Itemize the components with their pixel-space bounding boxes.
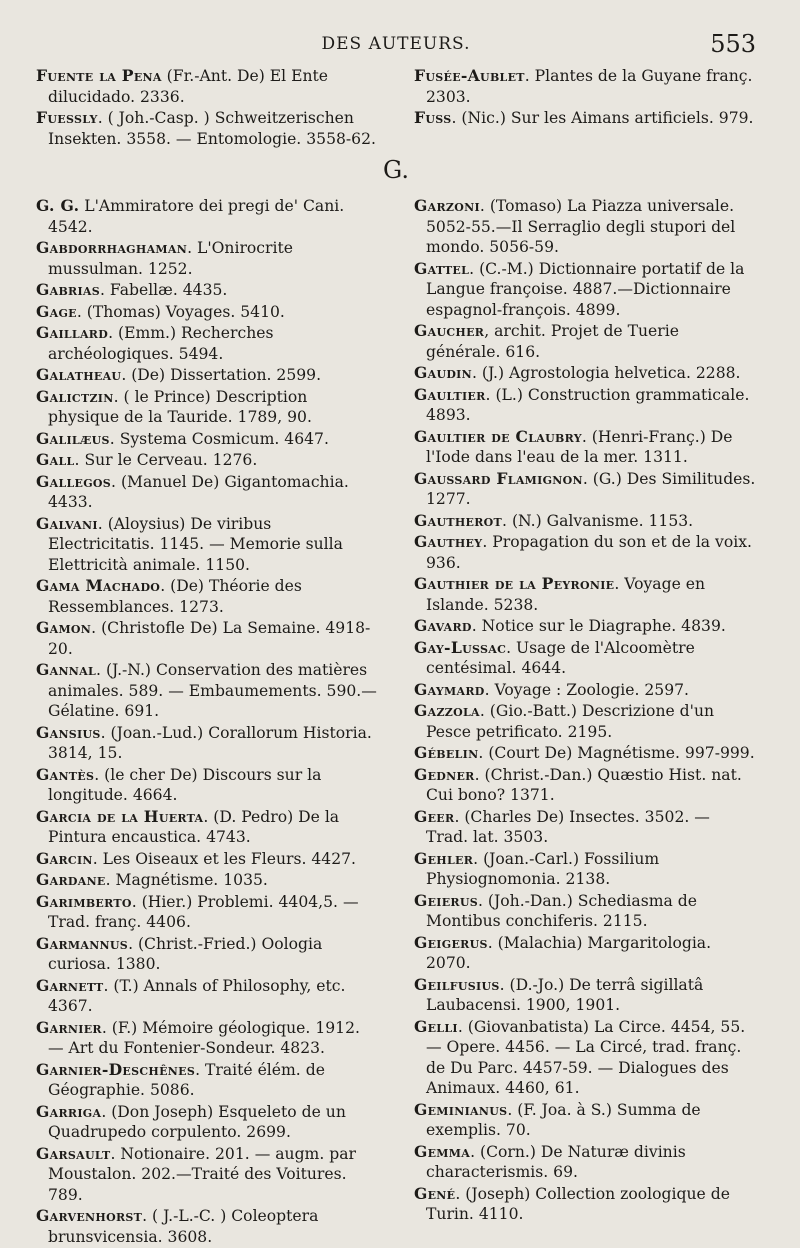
page-header bbox=[36, 30, 756, 66]
author-name: Gedner bbox=[414, 764, 475, 784]
index-entry bbox=[36, 1144, 378, 1206]
author-name: Gazzola bbox=[414, 701, 480, 720]
entry-text: L'Ammiratore dei pregi de' Cani. 4542. bbox=[48, 197, 345, 236]
index-entry bbox=[414, 66, 756, 107]
right-column bbox=[414, 196, 756, 1248]
author-name: Gay-Lussac bbox=[414, 637, 507, 657]
index-entry bbox=[36, 849, 378, 870]
index-entry bbox=[36, 892, 378, 933]
index-entry bbox=[36, 934, 378, 975]
author-name: Gabdorrhaghaman bbox=[36, 238, 188, 257]
index-entry bbox=[414, 933, 756, 974]
index-entry bbox=[36, 976, 378, 1017]
entry-text: . (Thomas) Voyages. 5410. bbox=[76, 302, 285, 321]
entry-text: . ( Joh.-Casp. ) Schweitzerischen Insekten. 3558. — Entomologie. 3558-62. bbox=[48, 109, 376, 148]
author-name: Garcin bbox=[36, 848, 93, 868]
entry-text: . (Henri-Franç.) De l'Iode dans l'eau de la mer. 1311. bbox=[426, 427, 733, 466]
author-name: Fusée-Aublet bbox=[414, 66, 525, 85]
author-name: Garmannus bbox=[36, 933, 129, 953]
entry-text: . (J.) Agrostologia helvetica. 2288. bbox=[471, 364, 741, 382]
index-entry bbox=[414, 807, 756, 848]
entry-text: . (Don Joseph) Esqueleto de un Quadrupedo corpulento. 2699. bbox=[48, 1102, 346, 1141]
index-entry bbox=[36, 280, 378, 301]
entry-text: . Propagation du son et de la voix. 936. bbox=[426, 533, 752, 572]
entry-text: . Sur le Cerveau. 1276. bbox=[74, 451, 258, 469]
author-name: Gaultier bbox=[414, 384, 486, 404]
index-entry bbox=[414, 321, 756, 362]
index-entry bbox=[36, 807, 378, 848]
author-name: Gall bbox=[36, 450, 75, 469]
entry-text: . L'Onirocrite mussulman. 1252. bbox=[48, 239, 293, 278]
entry-text: . Les Oiseaux et les Fleurs. 4427. bbox=[92, 849, 357, 868]
author-name: Gauthier de la Peyronie bbox=[414, 574, 615, 593]
entry-text: . (Giovanbatista) La Circe. 4454, 55. — Opere. 4456. — La Circé, trad. franç. de Du Parc. 4457-59. — Dialogues des Animaux. 4460, 61. bbox=[426, 1017, 746, 1097]
index-entry bbox=[414, 891, 756, 932]
author-name: Garnier bbox=[36, 1017, 102, 1037]
entry-text: . (Malachia) Margaritologia. 2070. bbox=[426, 933, 712, 972]
entry-text: . (F.) Mémoire géologique. 1912. — Art du Fontenier-Sondeur. 4823. bbox=[48, 1018, 360, 1057]
index-entry bbox=[36, 387, 378, 428]
author-name: Garnier-Deschênes bbox=[36, 1059, 196, 1079]
author-name: Gabrias bbox=[36, 280, 101, 299]
index-entry bbox=[414, 616, 756, 637]
entry-text: . (Aloysius) De viribus Electricitatis. 1145. — Memorie sulla Elettricità animale. 1150. bbox=[48, 514, 343, 574]
author-name: Gama Machado bbox=[36, 576, 161, 595]
author-name: Gaymard bbox=[414, 679, 485, 699]
page-number: 553 bbox=[710, 30, 756, 58]
index-entry bbox=[414, 638, 756, 679]
index-entry bbox=[36, 108, 378, 149]
entry-text: . (Joseph) Collection zoologique de Turin. 4110. bbox=[426, 1184, 730, 1223]
author-name: Geigerus bbox=[414, 932, 488, 952]
index-entry bbox=[414, 363, 756, 384]
author-name: Gautherot bbox=[414, 510, 503, 530]
author-name: Gallegos bbox=[36, 471, 112, 491]
author-name: Gaucher bbox=[414, 321, 485, 340]
author-name: Galictzin bbox=[36, 386, 114, 406]
author-name: Garsault bbox=[36, 1143, 111, 1163]
author-name: Gaussard Flamignon bbox=[414, 468, 583, 488]
entry-text: . Voyage : Zoologie. 2597. bbox=[484, 680, 690, 699]
index-entry bbox=[36, 472, 378, 513]
author-name: Gage bbox=[36, 301, 77, 321]
entry-text: . (N.) Galvanisme. 1153. bbox=[502, 511, 694, 530]
author-name: Gelli bbox=[414, 1016, 458, 1036]
index-entry bbox=[414, 469, 756, 510]
index-entry bbox=[414, 1100, 756, 1141]
index-entry bbox=[36, 1060, 378, 1101]
index-entry bbox=[36, 870, 378, 891]
index-entry bbox=[414, 765, 756, 806]
author-name: Galatheau bbox=[36, 365, 122, 384]
index-entry bbox=[36, 1102, 378, 1143]
index-entry bbox=[414, 511, 756, 532]
index-entry bbox=[414, 574, 756, 615]
index-entry bbox=[36, 302, 378, 323]
entry-text: . (D. Pedro) De la Pintura encaustica. 4743. bbox=[48, 807, 340, 846]
entry-text: . (J.-N.) Conservation des matières animales. 589. — Embaumements. 590.— Gélatine. 691. bbox=[48, 661, 377, 720]
entry-text: . Notionaire. 201. — augm. par Moustalon. 202.—Traité des Voitures. 789. bbox=[48, 1144, 356, 1204]
entry-text: . (De) Dissertation. 2599. bbox=[121, 366, 322, 384]
author-name: Gannal bbox=[36, 660, 97, 679]
running-title: DES AUTEURS. bbox=[321, 34, 471, 54]
top-columns bbox=[36, 66, 756, 150]
author-name: Gaudin bbox=[414, 363, 472, 382]
entry-text: . (Corn.) De Naturæ divinis characterismis. 69. bbox=[426, 1142, 686, 1181]
entry-text: . Voyage en Islande. 5238. bbox=[426, 575, 706, 614]
author-name: Gehler bbox=[414, 848, 474, 868]
entry-text: . (L.) Construction grammaticale. 4893. bbox=[426, 385, 750, 424]
author-name: Gené bbox=[414, 1183, 456, 1203]
index-entry bbox=[414, 1142, 756, 1183]
author-name: Garzoni bbox=[414, 196, 480, 215]
author-name: Gemma bbox=[414, 1141, 471, 1161]
entry-text: . (le cher De) Discours sur la longitude. 4664. bbox=[48, 765, 322, 804]
entry-text: . Plantes de la Guyane franç. 2303. bbox=[426, 67, 753, 106]
index-entry bbox=[36, 450, 378, 471]
author-name: Garcia de la Huerta bbox=[36, 806, 204, 826]
entry-text: . (De) Théorie des Ressemblances. 1273. bbox=[48, 577, 302, 616]
author-name: G. G. bbox=[36, 196, 80, 215]
author-name: Garvenhorst bbox=[36, 1206, 143, 1225]
entry-text: (Fr.-Ant. De) El Ente dilucidado. 2336. bbox=[48, 67, 329, 106]
entry-text: . (Christofle De) La Semaine. 4918-20. bbox=[48, 619, 371, 658]
author-name: Galvani bbox=[36, 513, 98, 533]
index-entry bbox=[36, 514, 378, 576]
author-name: Geminianus bbox=[414, 1099, 508, 1119]
index-entry bbox=[36, 576, 378, 617]
entry-text: . (Manuel De) Gigantomachia. 4433. bbox=[48, 472, 349, 511]
entry-text: . Fabellæ. 4435. bbox=[100, 281, 228, 299]
entry-text: , archit. Projet de Tuerie générale. 616. bbox=[426, 322, 679, 361]
entry-text: . (Emm.) Recherches archéologiques. 5494. bbox=[48, 324, 274, 363]
index-entry bbox=[414, 196, 756, 258]
section-letter: G. bbox=[383, 156, 409, 184]
author-name: Geer bbox=[414, 806, 455, 826]
entry-text: . (Nic.) Sur les Aimans artificiels. 979. bbox=[451, 109, 754, 127]
left-column bbox=[36, 196, 378, 1248]
index-entry bbox=[414, 1017, 756, 1099]
index-entry bbox=[414, 532, 756, 573]
index-entry bbox=[36, 238, 378, 279]
author-name: Gébelin bbox=[414, 743, 479, 762]
index-entry bbox=[36, 323, 378, 364]
index-entry bbox=[36, 1206, 378, 1247]
author-name: Gavard bbox=[414, 616, 472, 635]
entry-text: . Magnétisme. 1035. bbox=[105, 871, 268, 889]
author-name: Gattel bbox=[414, 258, 470, 278]
top-right-column bbox=[414, 66, 756, 150]
author-name: Geilfusius bbox=[414, 974, 500, 994]
author-name: Garimberto bbox=[36, 891, 132, 911]
index-entry bbox=[36, 196, 378, 237]
entry-text: . Notice sur le Diagraphe. 4839. bbox=[471, 617, 726, 635]
author-name: Galilæus bbox=[36, 428, 110, 448]
entry-text: . (Gio.-Batt.) Descrizione d'un Pesce petrificato. 2195. bbox=[426, 702, 715, 741]
entry-text: . (Hier.) Problemi. 4404,5. —Trad. franç. 4406. bbox=[48, 892, 359, 931]
index-entry bbox=[414, 743, 756, 764]
index-entry bbox=[414, 385, 756, 426]
index-entry bbox=[36, 765, 378, 806]
entry-text: . (D.-Jo.) De terrâ sigillatâ Laubacensi. 1900, 1901. bbox=[426, 975, 704, 1014]
entry-text: . (Joan.-Lud.) Corallorum Historia. 3814, 15. bbox=[48, 723, 372, 762]
entry-text: . (Christ.-Fried.) Oologia curiosa. 1380. bbox=[48, 934, 323, 973]
index-entry bbox=[36, 1018, 378, 1059]
index-entry bbox=[36, 660, 378, 722]
top-left-column bbox=[36, 66, 378, 150]
entry-text: . (Christ.-Dan.) Quæstio Hist. nat. Cui bono? 1371. bbox=[426, 765, 742, 804]
author-name: Gaultier de Claubry bbox=[414, 426, 582, 446]
index-entry bbox=[414, 259, 756, 321]
entry-text: . (Court De) Magnétisme. 997-999. bbox=[478, 744, 755, 762]
entry-text: . (C.-M.) Dictionnaire portatif de la Langue françoise. 4887.—Dictionnaire espagnol-françois. 4899. bbox=[426, 259, 745, 319]
index-entry bbox=[36, 723, 378, 764]
index-entry bbox=[36, 66, 378, 107]
index-entry bbox=[36, 618, 378, 659]
index-entry bbox=[414, 108, 756, 129]
author-name: Fuss bbox=[414, 108, 452, 127]
entry-text: . Usage de l'Alcoomètre centésimal. 4644. bbox=[426, 638, 695, 677]
author-name: Gardane bbox=[36, 870, 106, 889]
index-entry bbox=[414, 701, 756, 742]
entry-text: . (Charles De) Insectes. 3502. — Trad. lat. 3503. bbox=[426, 807, 710, 846]
index-entry bbox=[414, 975, 756, 1016]
author-name: Gauthey bbox=[414, 532, 483, 551]
entry-text: . Traité élém. de Géographie. 5086. bbox=[48, 1060, 325, 1099]
index-entry bbox=[36, 429, 378, 450]
entry-text: . ( J.-L.-C. ) Coleoptera brunsvicensia. 3608. bbox=[48, 1207, 319, 1246]
index-entry bbox=[36, 365, 378, 386]
author-name: Fuessly bbox=[36, 108, 98, 127]
author-name: Fuente la Pena bbox=[36, 66, 162, 85]
index-entry bbox=[414, 427, 756, 468]
main-columns bbox=[36, 196, 756, 1248]
index-entry bbox=[414, 1184, 756, 1225]
entry-text: . Systema Cosmicum. 4647. bbox=[109, 429, 329, 448]
index-entry bbox=[414, 680, 756, 701]
entry-text: . (F. Joa. à S.) Summa de exemplis. 70. bbox=[426, 1100, 701, 1139]
entry-text: . (G.) Des Similitudes. 1277. bbox=[426, 469, 756, 508]
author-name: Gamon bbox=[36, 618, 92, 637]
author-name: Gansius bbox=[36, 722, 101, 742]
author-name: Gantès bbox=[36, 764, 95, 784]
entry-text: . (Joan.-Carl.) Fossilium Physiognomonia. 2138. bbox=[426, 849, 660, 888]
entry-text: . ( le Prince) Description physique de la Tauride. 1789, 90. bbox=[48, 387, 312, 426]
index-entry bbox=[414, 849, 756, 890]
entry-text: . (T.) Annals of Philosophy, etc. 4367. bbox=[48, 976, 346, 1015]
author-name: Garnett bbox=[36, 975, 104, 995]
author-name: Gaillard bbox=[36, 323, 109, 342]
author-name: Geierus bbox=[414, 890, 479, 910]
author-name: Garriga bbox=[36, 1101, 102, 1121]
entry-text: . (Joh.-Dan.) Schediasma de Montibus conchiferis. 2115. bbox=[426, 891, 697, 930]
entry-text: . (Tomaso) La Piazza universale. 5052-55.—Il Serraglio degli stupori del mondo. 5056-59. bbox=[426, 197, 736, 256]
